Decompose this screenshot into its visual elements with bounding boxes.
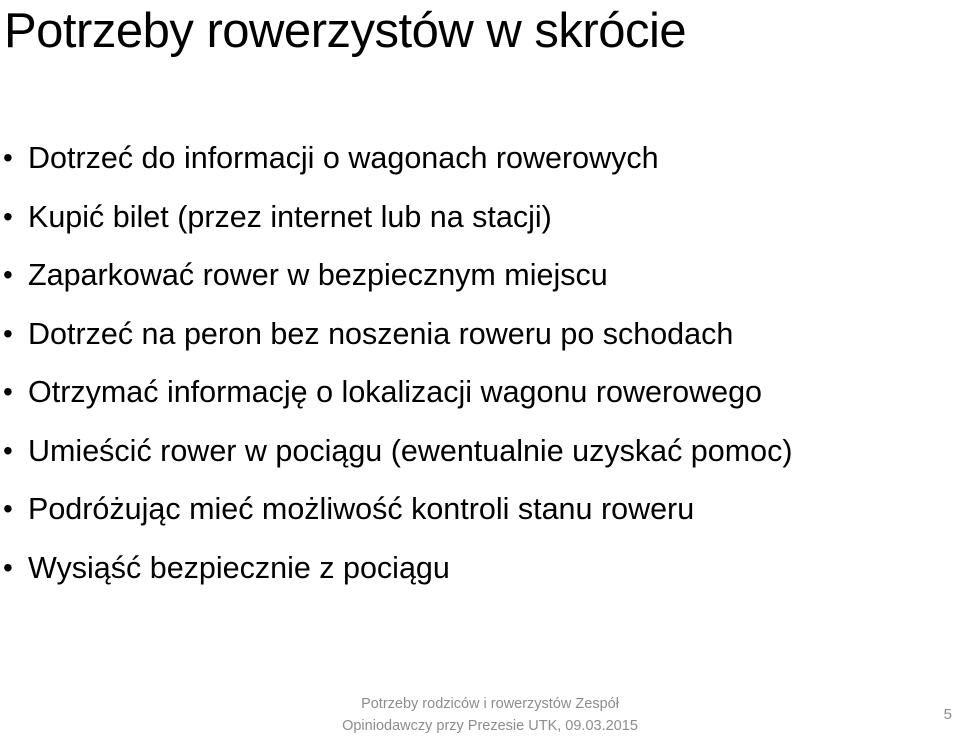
bullet-text: Otrzymać informację o lokalizacji wagonu rowerowego — [28, 375, 762, 409]
bullet-item — [0, 136, 955, 180]
bullet-text: Podróżując mieć możliwość kontroli stanu roweru — [28, 492, 695, 526]
footer-line: Opiniodawczy przy Prezesie UTK, 09.03.2015 — [342, 718, 638, 734]
bullet-text: Umieścić rower w pociągu (ewentualnie uzyskać pomoc) — [28, 433, 793, 468]
bullet-text: Wysiąść bezpiecznie z pociągu — [28, 550, 450, 585]
bullet-text: Kupić bilet (przez internet lub na stacji) — [28, 199, 552, 234]
bullet-text: Dotrzeć na peron bez noszenia roweru po schodach — [28, 316, 734, 351]
footer — [300, 693, 680, 737]
page-number: 5 — [943, 706, 952, 723]
bullet-item — [0, 546, 955, 590]
bullet-item — [0, 429, 955, 473]
bullet-item — [0, 312, 955, 356]
bullet-text: Zaparkować rower w bezpiecznym miejscu — [28, 258, 608, 292]
bullet-icon: • — [3, 317, 13, 349]
bullet-icon: • — [3, 142, 13, 173]
bullet-list — [0, 136, 955, 604]
bullet-item — [0, 253, 955, 297]
bullet-icon: • — [3, 259, 13, 290]
bullet-text: Dotrzeć do informacji o wagonach rowerowych — [28, 141, 659, 175]
bullet-item — [0, 487, 955, 531]
bullet-item — [0, 370, 955, 414]
bullet-icon: • — [3, 376, 13, 407]
bullet-icon: • — [3, 551, 13, 583]
slide-title: Potrzeby rowerzystów w skrócie — [4, 4, 687, 58]
footer-line: Potrzeby rodziców i rowerzystów Zespół — [361, 696, 619, 712]
bullet-icon: • — [3, 434, 13, 466]
bullet-icon: • — [3, 493, 13, 524]
bullet-icon: • — [3, 200, 13, 232]
bullet-item — [0, 195, 955, 239]
